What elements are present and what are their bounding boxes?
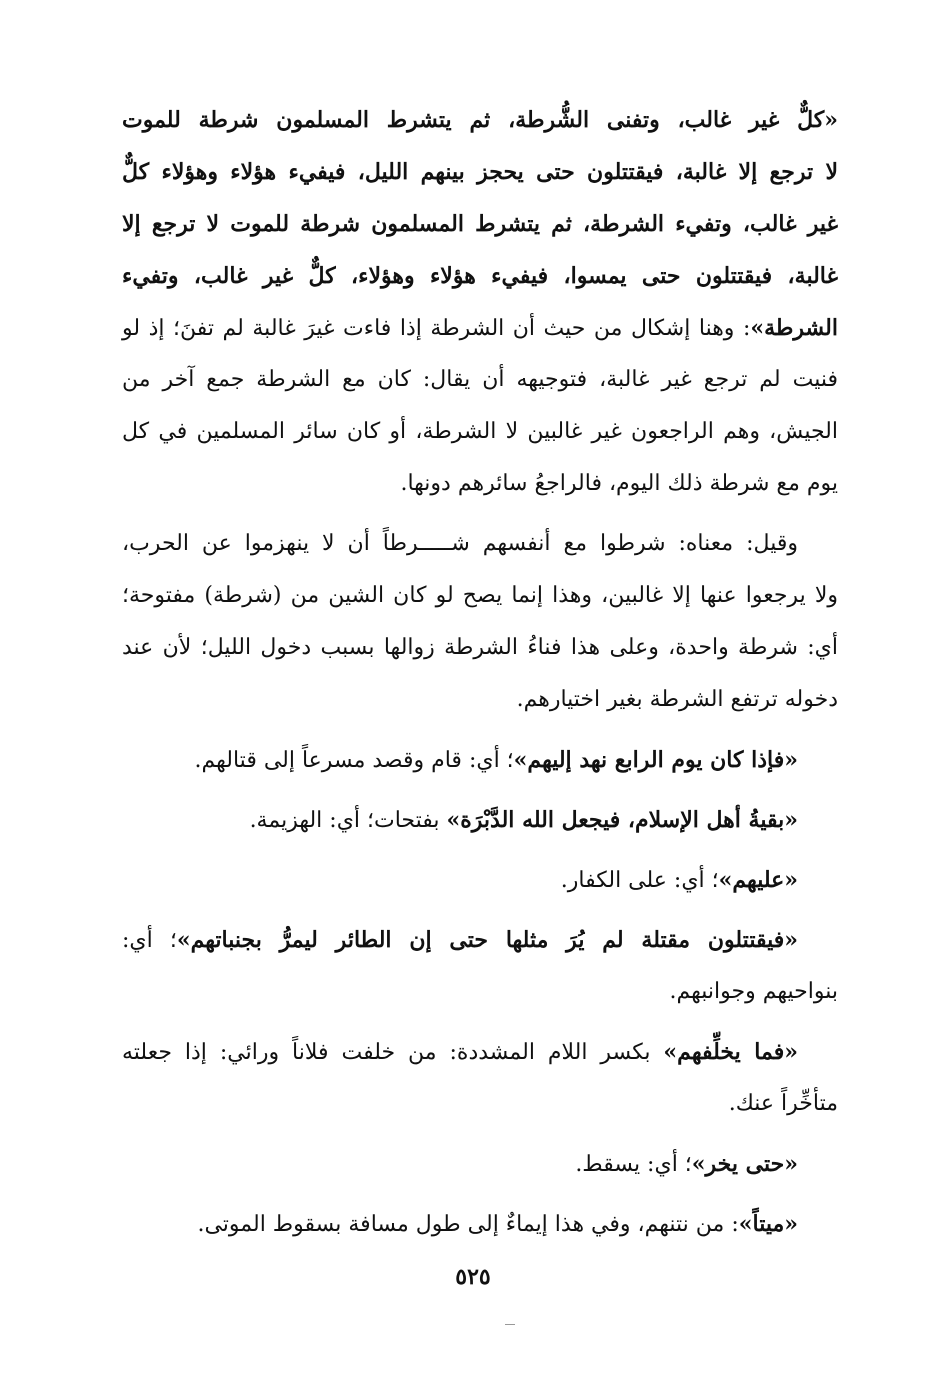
quoted-hadith-text: غالبة، فيقتتلون حتى يمسوا، فيفيء هؤلاء وهؤلاء، كلٌّ غير غالب، وتفيء	[122, 263, 838, 289]
quoted-hadith-text: الشرطة»	[750, 315, 838, 341]
commentary-text: : من نتنهم، وفي هذا إيماءٌ إلى طول مسافة بسقوط الموتى.	[197, 1212, 739, 1237]
text-line	[122, 354, 838, 406]
text-line	[122, 622, 838, 674]
quoted-hadith-text: «بقيةُ أهل الإسلام، فيجعل الله الدَّبْرَة»	[446, 807, 798, 833]
commentary-text: بفتحات؛ أي: الهزيمة.	[249, 808, 447, 833]
quoted-hadith-text: لا ترجع إلا غالبة، فيقتتلون حتى يحجز بينهم الليل، فيفيء هؤلاء وهؤلاء كلٌّ	[122, 159, 838, 185]
footer-divider	[505, 1324, 515, 1325]
text-line	[122, 674, 838, 726]
commentary-text: متأخِّراً عنك.	[728, 1091, 838, 1116]
text-line	[122, 1078, 838, 1130]
text-line	[122, 734, 838, 786]
text-line	[122, 570, 838, 622]
text-line	[122, 94, 838, 146]
text-line	[122, 406, 838, 458]
quoted-hadith-text: «ميتاً»	[738, 1211, 798, 1237]
quoted-hadith-text: «كلٌّ غير غالب، وتفنى الشُّرطة، ثم يتشرط المسلمون شرطة للموت	[122, 107, 838, 133]
text-line	[122, 794, 838, 846]
page-number: ٥٢٥	[455, 1264, 491, 1290]
quoted-hadith-text: «فيقتتلون مقتلة لم يُرَ مثلها حتى إن الطائر ليمرُّ بجنباتهم»	[176, 927, 798, 953]
text-line	[122, 1198, 838, 1250]
text-line	[122, 458, 838, 510]
text-line	[122, 518, 838, 570]
commentary-text: أي: شرطة واحدة، وعلى هذا فناءُ الشرطة زوالها بسبب دخول الليل؛ لأن عند	[122, 635, 838, 660]
text-line	[122, 854, 838, 906]
commentary-text: بكسر اللام المشددة: من خلفت فلاناً ورائي: إذا جعلته	[122, 1040, 664, 1065]
commentary-text: الجيش، وهم الراجعون غير غالبين لا الشرطة، أو كان سائر المسلمين في كل	[122, 419, 838, 444]
body-text	[122, 94, 838, 1250]
commentary-text: ولا يرجعوا عنها إلا غالبين، وهذا إنما يصح لو كان الشين من (شرطة) مفتوحة؛	[122, 583, 838, 608]
commentary-text: فنيت لم ترجع غير غالبة، فتوجيهه أن يقال: كان مع الشرطة جمع آخر من	[122, 367, 838, 392]
commentary-text: يوم مع شرطة ذلك اليوم، فالراجعُ سائرهم دونها.	[400, 471, 838, 496]
text-line	[122, 250, 838, 302]
commentary-text: ؛ أي: على الكفار.	[560, 868, 719, 893]
quoted-hadith-text: «عليهم»	[718, 867, 798, 893]
quoted-hadith-text: غير غالب، وتفيء الشرطة، ثم يتشرط المسلمون شرطة للموت لا ترجع إلا	[122, 211, 838, 237]
text-line	[122, 198, 838, 250]
text-line	[122, 966, 838, 1018]
commentary-text: وقيل: معناه: شرطوا مع أنفسهم شـــــرطاً أن لا ينهزموا عن الحرب،	[122, 531, 798, 556]
commentary-text: بنواحيهم وجوانبهم.	[669, 979, 838, 1004]
text-line	[122, 146, 838, 198]
quoted-hadith-text: «فما يخلِّفهم»	[663, 1039, 798, 1065]
text-line	[122, 1026, 838, 1078]
text-line	[122, 914, 838, 966]
text-line	[122, 302, 838, 354]
commentary-text: ؛ أي:	[122, 928, 177, 953]
quoted-hadith-text: «حتى يخر»	[691, 1151, 798, 1177]
quoted-hadith-text: «فإذا كان يوم الرابع نهد إليهم»	[513, 747, 798, 773]
commentary-text: ؛ أي: يسقط.	[575, 1152, 692, 1177]
commentary-text: ؛ أي: قام وقصد مسرعاً إلى قتالهم.	[194, 748, 514, 773]
commentary-text: : وهنا إشكال من حيث أن الشرطة إذا فاءت غيرَ غالبة لم تفنَ؛ إذ لو	[122, 316, 751, 341]
commentary-text: دخوله ترتفع الشرطة بغير اختيارهم.	[516, 687, 838, 712]
text-line	[122, 1138, 838, 1190]
